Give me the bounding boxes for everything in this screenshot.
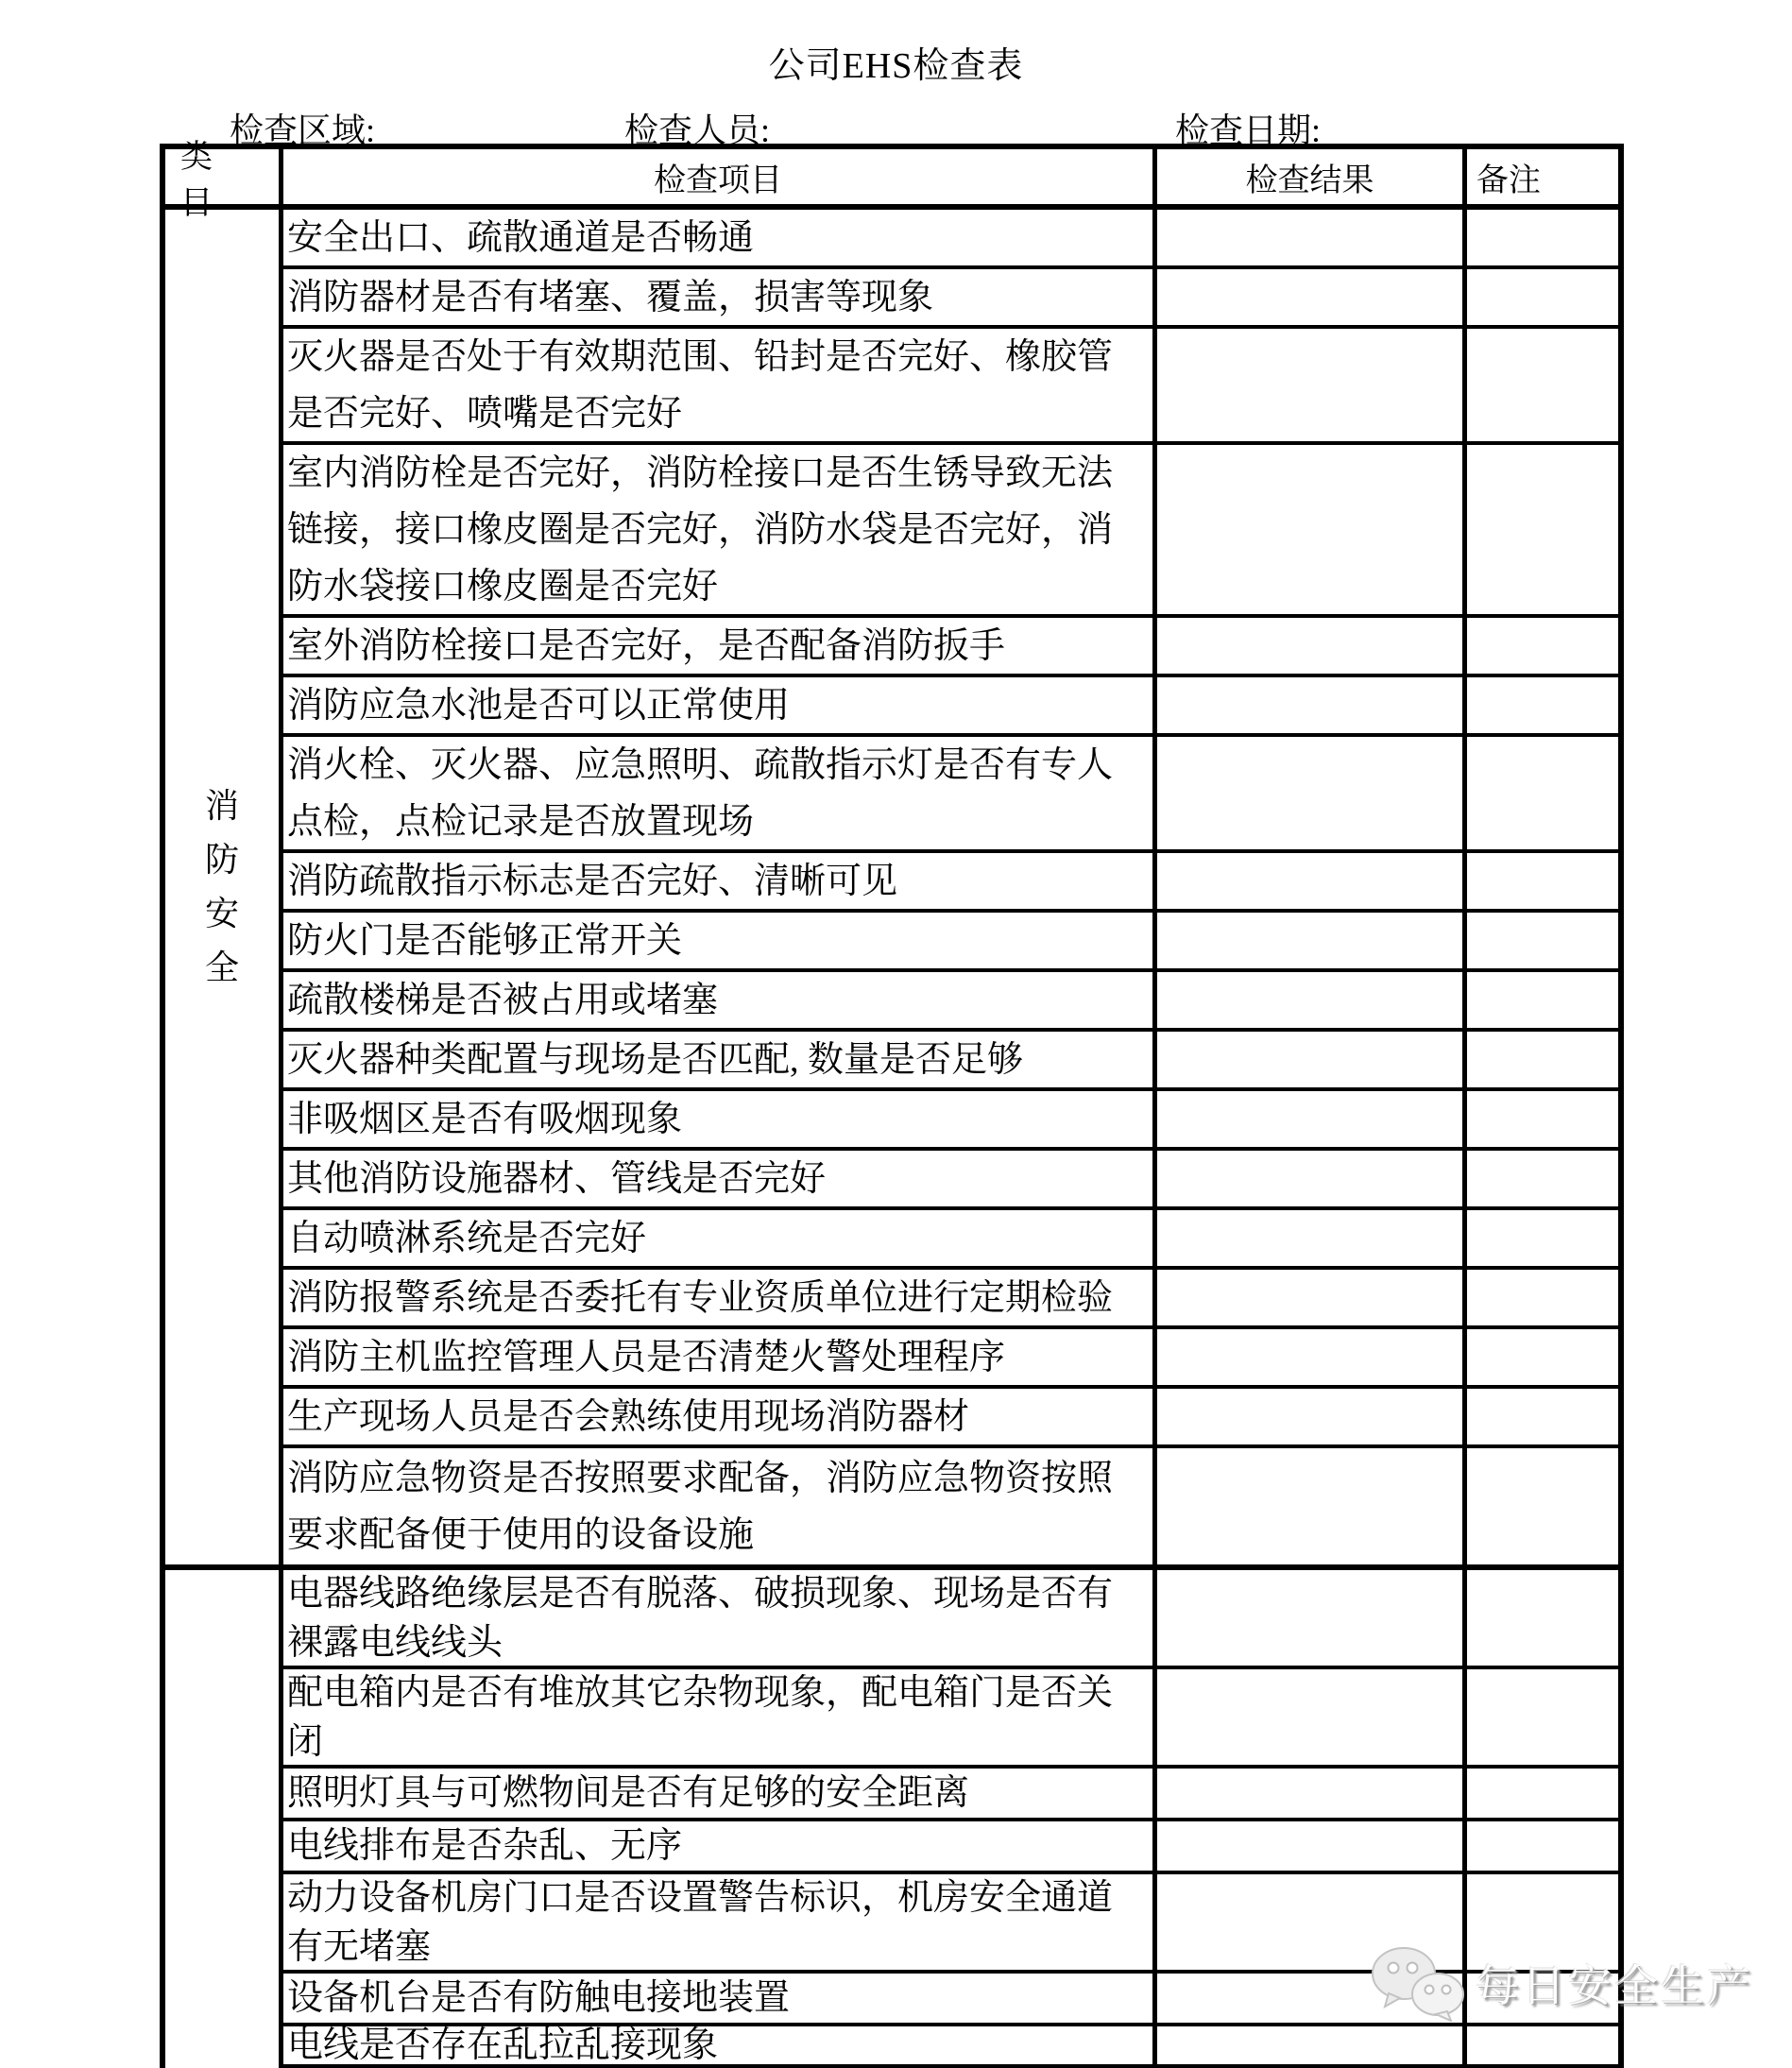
remark-cell <box>1467 1091 1618 1147</box>
inspection-area-label: 检查区域: <box>230 111 376 149</box>
result-cell <box>1157 972 1467 1028</box>
inspection-item: 消防器材是否有堵塞、覆盖，损害等现象 <box>283 269 1157 325</box>
result-cell <box>1157 210 1467 265</box>
remark-cell <box>1467 1151 1618 1206</box>
remark-cell <box>1467 269 1618 325</box>
remark-cell <box>1467 737 1618 849</box>
result-cell <box>1157 853 1467 909</box>
inspection-date-label: 检查日期: <box>1175 111 1322 149</box>
result-cell <box>1157 1210 1467 1266</box>
inspection-item: 室内消防栓是否完好，消防栓接口是否生锈导致无法链接，接口橡皮圈是否完好，消防水袋是否完好，消防水袋接口橡皮圈是否完好 <box>283 445 1157 614</box>
page-title: 公司EHS检查表 <box>768 46 1024 86</box>
inspection-item: 生产现场人员是否会熟练使用现场消防器材 <box>283 1389 1157 1444</box>
remark-cell <box>1467 1389 1618 1444</box>
result-cell <box>1157 1270 1467 1325</box>
remark-cell <box>1467 972 1618 1028</box>
inspection-item: 室外消防栓接口是否完好，是否配备消防扳手 <box>283 618 1157 674</box>
watermark-text: 每日安全生产 <box>1476 1962 1753 2010</box>
table-row <box>283 677 1618 737</box>
inspection-item: 消防应急水池是否可以正常使用 <box>283 677 1157 733</box>
watermark <box>1368 1944 1753 2022</box>
inspector-label: 检查人员: <box>624 111 771 149</box>
section-rows <box>283 210 1618 1564</box>
result-cell <box>1157 1448 1467 1564</box>
inspection-item: 配电箱内是否有堆放其它杂物现象，配电箱门是否关闭 <box>283 1669 1157 1765</box>
table-row <box>283 1210 1618 1270</box>
remark-cell <box>1467 1210 1618 1266</box>
inspection-item: 自动喷淋系统是否完好 <box>283 1210 1157 1266</box>
result-cell <box>1157 1570 1467 1666</box>
result-cell <box>1157 677 1467 733</box>
table-row <box>283 1769 1618 1821</box>
result-cell <box>1157 1151 1467 1206</box>
remark-cell <box>1467 1270 1618 1325</box>
table-row <box>283 737 1618 853</box>
header-item: 检查项目 <box>283 149 1157 204</box>
remark-cell <box>1467 210 1618 265</box>
result-cell <box>1157 329 1467 441</box>
remark-cell <box>1467 329 1618 441</box>
result-cell <box>1157 618 1467 674</box>
inspection-item: 消防疏散指示标志是否完好、清晰可见 <box>283 853 1157 909</box>
table-row <box>283 1032 1618 1091</box>
category-cell <box>165 210 283 1564</box>
inspection-item: 电线排布是否杂乱、无序 <box>283 1821 1157 1871</box>
result-cell <box>1157 445 1467 614</box>
table-row <box>283 1389 1618 1448</box>
table-row <box>283 1151 1618 1210</box>
inspection-item: 安全出口、疏散通道是否畅通 <box>283 210 1157 265</box>
wechat-icon <box>1368 1944 1470 2022</box>
remark-cell <box>1467 913 1618 968</box>
inspection-item: 其他消防设施器材、管线是否完好 <box>283 1151 1157 1206</box>
inspection-item: 动力设备机房门口是否设置警告标识，机房安全通道有无堵塞 <box>283 1874 1157 1970</box>
table-row <box>283 269 1618 329</box>
result-cell <box>1157 913 1467 968</box>
header-category: 类目 <box>165 149 283 204</box>
result-cell <box>1157 2026 1467 2064</box>
result-cell <box>1157 1669 1467 1765</box>
inspection-item: 照明灯具与可燃物间是否有足够的安全距离 <box>283 1769 1157 1818</box>
inspection-item: 消防应急物资是否按照要求配备，消防应急物资按照要求配备便于使用的设备设施 <box>283 1448 1157 1564</box>
remark-cell <box>1467 2026 1618 2064</box>
inspection-item: 非吸烟区是否有吸烟现象 <box>283 1091 1157 1147</box>
remark-cell <box>1467 1821 1618 1871</box>
table-row <box>283 853 1618 913</box>
remark-cell <box>1467 618 1618 674</box>
table-row <box>283 1570 1618 1669</box>
result-cell <box>1157 1091 1467 1147</box>
remark-cell <box>1467 445 1618 614</box>
table-row <box>283 2026 1618 2068</box>
inspection-item: 电器线路绝缘层是否有脱落、破损现象、现场是否有裸露电线线头 <box>283 1570 1157 1666</box>
table-row <box>283 1329 1618 1389</box>
inspection-item: 电线是否存在乱拉乱接现象 <box>283 2026 1157 2064</box>
table-row <box>283 1821 1618 1874</box>
section-fire-safety <box>165 210 1618 1564</box>
table-row <box>283 210 1618 269</box>
checklist-table <box>160 140 1624 2068</box>
remark-cell <box>1467 1769 1618 1818</box>
remark-cell <box>1467 677 1618 733</box>
remark-cell <box>1467 1448 1618 1564</box>
result-cell <box>1157 269 1467 325</box>
remark-cell <box>1467 1032 1618 1087</box>
inspection-item: 防火门是否能够正常开关 <box>283 913 1157 968</box>
category-cell <box>165 1570 283 2068</box>
remark-cell <box>1467 1570 1618 1666</box>
result-cell <box>1157 1769 1467 1818</box>
header-remark: 备注 <box>1476 162 1541 198</box>
inspection-item: 消防报警系统是否委托有专业资质单位进行定期检验 <box>283 1270 1157 1325</box>
inspection-item: 疏散楼梯是否被占用或堵塞 <box>283 972 1157 1028</box>
table-row <box>283 1669 1618 1769</box>
table-header-row <box>165 140 1618 221</box>
result-cell <box>1157 1821 1467 1871</box>
inspection-item: 消火栓、灭火器、应急照明、疏散指示灯是否有专人点检，点检记录是否放置现场 <box>283 737 1157 849</box>
result-cell <box>1157 1389 1467 1444</box>
category-label: 消防安全 <box>204 787 239 986</box>
table-row <box>283 913 1618 972</box>
inspection-item: 设备机台是否有防触电接地装置 <box>283 1974 1157 2023</box>
table-row <box>283 1270 1618 1329</box>
header-result: 检查结果 <box>1157 149 1467 204</box>
inspection-item: 灭火器种类配置与现场是否匹配, 数量是否足够 <box>283 1032 1157 1087</box>
remark-cell <box>1467 853 1618 909</box>
remark-cell <box>1467 1329 1618 1385</box>
table-row <box>283 445 1618 618</box>
table-row <box>283 618 1618 677</box>
table-row <box>283 1448 1618 1564</box>
table-row <box>283 329 1618 445</box>
table-row <box>283 1091 1618 1151</box>
inspection-item: 灭火器是否处于有效期范围、铅封是否完好、橡胶管是否完好、喷嘴是否完好 <box>283 329 1157 441</box>
result-cell <box>1157 1329 1467 1385</box>
table-row <box>283 972 1618 1032</box>
result-cell <box>1157 737 1467 849</box>
inspection-item: 消防主机监控管理人员是否清楚火警处理程序 <box>283 1329 1157 1385</box>
remark-cell <box>1467 1669 1618 1765</box>
result-cell <box>1157 1032 1467 1087</box>
